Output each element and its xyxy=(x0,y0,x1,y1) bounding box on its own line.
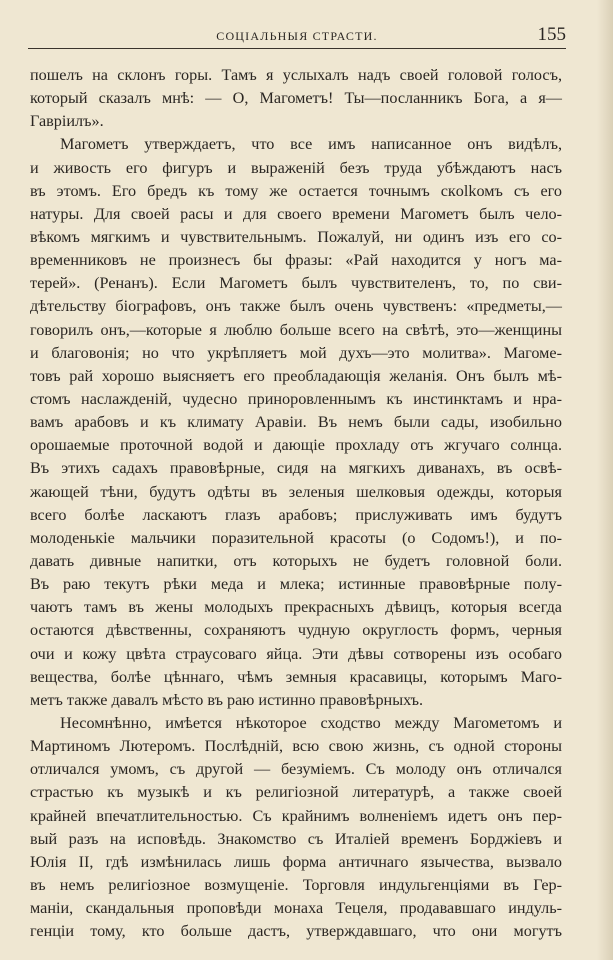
text-line: Въ раю текутъ рѣки меда и млека; истинные правовѣрные полу- xyxy=(30,575,562,594)
text-line: терей». (Ренанъ). Если Магометъ былъ чувствителенъ, то, по сви- xyxy=(30,274,562,293)
text-line: и благовонія; но что укрѣпляетъ мой духъ—это молитва». Магоме- xyxy=(30,343,562,362)
text-line: маніи, скандальныя проповѣди монаха Тецеля, продававшаго индуль- xyxy=(30,899,562,918)
text-line: вый разъ на исповѣдь. Знакомство съ Италіей временъ Борджіевъ и xyxy=(30,829,562,848)
text-line: Мартиномъ Лютеромъ. Послѣдній, всю свою жизнь, съ одной стороны xyxy=(30,737,562,756)
text-line: въ немъ религіозное возмущеніе. Торговля индульгенціями въ Гер- xyxy=(30,875,562,894)
text-line: отличался умомъ, съ другой — безуміемъ. Съ молоду онъ отличался xyxy=(30,760,562,779)
text-line: давать дивные напитки, отъ которыхъ не будетъ головной боли. xyxy=(30,551,562,570)
text-line: пошелъ на склонъ горы. Тамъ я услыхалъ надъ своей головой голосъ, xyxy=(30,66,562,84)
text-line: вѣкомъ мягкимъ и чувствительнымъ. Пожалуй, ни одинъ изъ его со- xyxy=(30,227,562,246)
text-line: очи и кожу цвѣта страусоваго яйца. Эти дѣвы сотворены изъ особаго xyxy=(30,644,562,663)
running-head xyxy=(28,24,566,51)
text-line: вещества, болѣе цѣннаго, чѣмъ земныя красавицы, которымъ Маго- xyxy=(30,667,562,686)
text-line: остаются дѣвственны, сохраняютъ чудную округлость формъ, черныя xyxy=(30,621,562,640)
page-number: 155 xyxy=(537,24,566,45)
text-line: натуры. Для своей расы и для своего времени Магометъ былъ чело- xyxy=(30,204,562,223)
header-rule xyxy=(28,48,566,49)
text-line: временниковъ не произнесъ бы фразы: «Рай находится у ногъ ма- xyxy=(30,251,562,270)
text-line: Гавріилъ». xyxy=(30,112,104,131)
text-line: Въ этихъ садахъ правовѣрные, сидя на мягкихъ диванахъ, въ освѣ- xyxy=(30,459,562,478)
text-line: вамъ арабовъ и къ климату Аравіи. Въ немъ были сады, изобильно xyxy=(30,413,562,432)
text-line: Магометъ утверждаетъ, что все имъ написанное онъ видѣлъ, xyxy=(60,135,562,154)
text-line: крайней впечатлительностью. Съ крайнимъ волненіемъ идетъ онъ пер- xyxy=(30,806,562,825)
text-line: Юлія II, гдѣ измѣнилась лишь форма античнаго язычества, вызвало xyxy=(30,852,562,871)
text-line: орошаемые проточной водой и дающіе прохладу отъ жгучаго солнца. xyxy=(30,436,562,455)
text-line: генціи тому, кто больше дастъ, утверждавшаго, что они могутъ xyxy=(30,922,562,941)
text-line: молоденькіе мальчики поразительной красоты (о Содомъ!), и по- xyxy=(30,528,562,547)
text-line: метъ также давалъ мѣсто въ раю истинно правовѣрныхъ. xyxy=(30,690,423,709)
text-line: страстью къ музыкѣ и къ религіозной литературѣ, а также своей xyxy=(30,783,562,802)
body-text xyxy=(30,64,562,943)
text-line: въ этомъ. Его бредъ къ тому же остается точнымъ скolkомъ съ его xyxy=(30,181,562,200)
text-line: всего болѣе ласкаютъ глазъ арабовъ; прислуживать имъ будутъ xyxy=(30,505,562,524)
text-line: чаютъ тамъ въ жены молодыхъ прекрасныхъ дѣвицъ, которыя всегда xyxy=(30,598,562,617)
text-line: Несомнѣнно, имѣется нѣкоторое сходство между Магометомъ и xyxy=(60,713,562,732)
text-line: товъ рай хорошо выясняетъ его преобладающія желанія. Онъ былъ мѣ- xyxy=(30,366,562,385)
text-line: и живость его фигуръ и выраженій безъ труда убѣждаютъ насъ xyxy=(30,158,562,177)
text-line: который сказалъ мнѣ: — О, Магометъ! Ты—посланникъ Бога, а я— xyxy=(30,89,562,108)
text-line: говорилъ онъ,—которые я люблю больше всего на свѣтѣ, это—женщины xyxy=(30,320,562,339)
text-line: жающей тѣни, будутъ одѣты въ зеленыя шелковыя одежды, которыя xyxy=(30,482,562,501)
text-line: стомъ наслажденій, чудесно приноровленнымъ къ инстинктамъ и нра- xyxy=(30,389,562,408)
page-edge-shadow xyxy=(597,0,613,960)
running-title: СОЦІАЛЬНЫЯ СТРАСТИ. xyxy=(216,29,378,43)
text-line: дѣтельству біографовъ, онъ также былъ очень чувственъ: «предметы,— xyxy=(30,297,562,316)
